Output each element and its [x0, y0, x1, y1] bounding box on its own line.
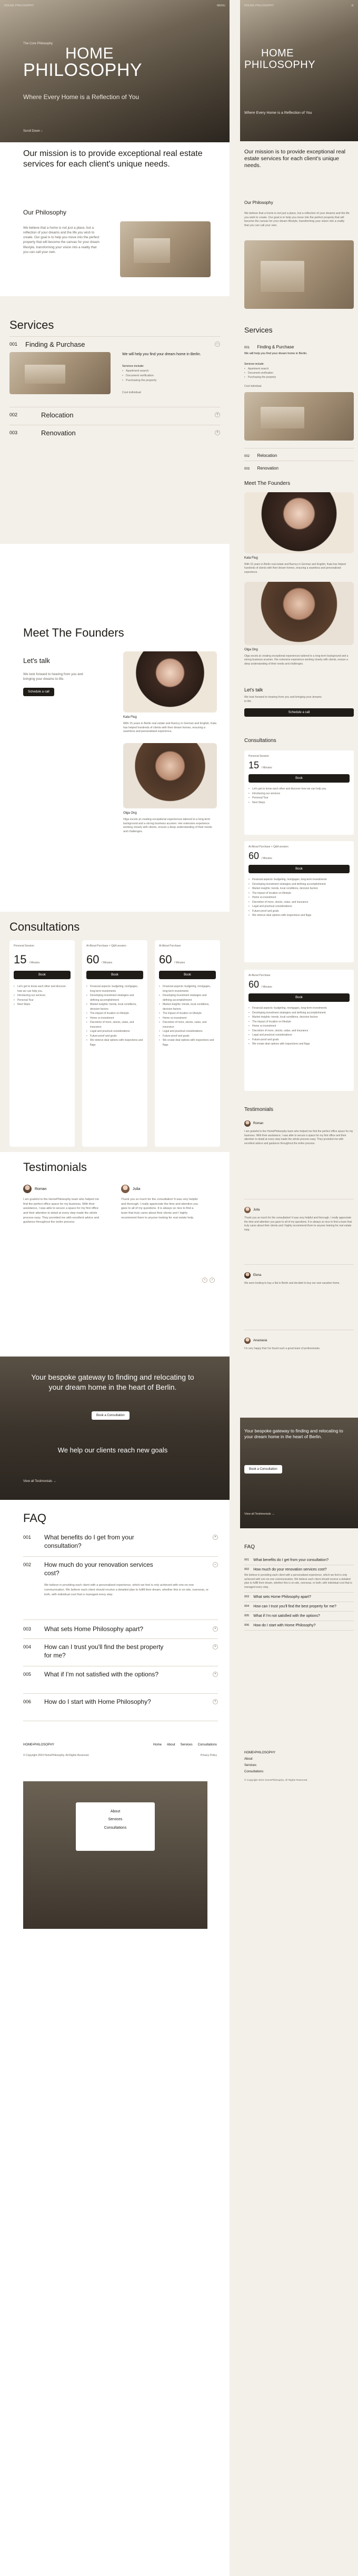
faq-question: What benefits do I get from your consultation?	[44, 1534, 134, 1549]
consultations-heading: Consultations	[9, 920, 80, 933]
testimonials-link-label: View all Testimonials	[244, 1513, 271, 1516]
list-item: • Discretion of more, stocks, value, and insurance	[86, 1020, 143, 1029]
testimonials-heading: Testimonials	[244, 1107, 274, 1113]
testimonial-name: Roman	[35, 1187, 47, 1191]
privacy-link[interactable]: Privacy Policy	[200, 1754, 217, 1757]
list-item: • Discretion of more, stocks, value, and insurance	[159, 1020, 216, 1029]
service-cost: Cost individual	[122, 391, 141, 394]
list-item: • Developing investment strategies and defining accomplishment	[86, 993, 143, 1002]
faq-question: How do I start with Home Philosophy?	[44, 1698, 151, 1705]
plan-label: At About Purchase + Q&A session	[248, 845, 289, 848]
service-num: 003	[244, 467, 250, 471]
list-item: • Financial aspects: budgeting, mortgages, long-term investments	[248, 1006, 350, 1011]
arrow-right-icon: →	[53, 1480, 56, 1483]
list-item: • Next Steps	[248, 801, 350, 805]
testimonial-name: Julia	[133, 1187, 141, 1191]
list-item: • Future-proof and goals	[86, 1034, 143, 1039]
faq-item[interactable]	[244, 1602, 354, 1612]
list-item: • Developing investment strategies and defining accomplishment	[248, 882, 350, 887]
faq-item[interactable]	[23, 1666, 218, 1694]
faq-item[interactable]	[244, 1556, 354, 1565]
menu-item-services[interactable]: Services	[108, 1818, 123, 1822]
list-item: • Purchasing the property	[244, 375, 276, 379]
list-item: • Discretion of more, stocks, value, and insurance	[248, 1029, 350, 1033]
hero-section	[0, 0, 230, 142]
testimonials-link[interactable]	[244, 1513, 275, 1516]
list-item: • Legal and practical considerations	[159, 1029, 216, 1034]
arrow-right-icon: →	[272, 1513, 275, 1516]
testimonial-card	[121, 1185, 214, 1290]
scroll-down-label: Scroll Down	[23, 130, 41, 133]
carousel-controls	[202, 1277, 215, 1283]
brand-logo[interactable]: HOUSE PHILOSOPHY	[4, 4, 34, 7]
service-num: 003	[9, 430, 18, 435]
mission-text: Our mission is to provide exceptional real estate services for each client's unique needs.	[23, 149, 203, 169]
service-title: Relocation	[257, 453, 277, 458]
plus-icon[interactable]: +	[213, 1672, 218, 1677]
testimonial-text: I am grateful to the HomePhilosophy team who helped me find the perfect office space for my business. With their assistance, I was able to secure a space for my first office and their attention to detail at every step made the whole process easy. They provided me with excellent advice and guidance throughout the entire process.	[23, 1198, 100, 1224]
faq-question: What if I'm not satisfied with the options?	[44, 1671, 159, 1678]
service-cost: Cost individual	[244, 385, 262, 388]
founder-bio: Olga excels at creating exceptional experiences tailored to a long-term background and a strong business acumen. Her extensive experience working closely with clients, ensure a deep understanding of their needs and challenges.	[123, 818, 212, 834]
brand-logo[interactable]: HOUSE PHILOSOPHY	[244, 4, 274, 7]
testimonial-card	[244, 1338, 354, 1396]
list-item: • Legal and practical considerations	[248, 1033, 350, 1038]
list-item: • Developing investment strategies and defining accomplishment	[159, 993, 216, 1002]
book-consultation-button[interactable]: Book a Consultation	[244, 1465, 282, 1474]
list-item: • Market insights: trends, local conditions, decision factors	[159, 1002, 216, 1011]
footer-link-about[interactable]: About	[244, 1758, 253, 1761]
avatar	[244, 1207, 251, 1213]
testimonial-text: Thank you so much for the consultation! It was very helpful and thorough. I really appreciate the time and attention you gave to all of my questions. It is always so nice to find a team that truly cares about their clients and I highly recommend them to anyone looking for real estate help.	[121, 1198, 198, 1219]
testimonial-card	[244, 1120, 354, 1199]
list-item: • Next Steps	[14, 1002, 71, 1007]
list-item: • Document verification	[244, 371, 276, 375]
list-item: • Personal Tour	[248, 796, 350, 801]
gateway-reach: We help our clients reach new goals	[57, 1446, 168, 1454]
testimonial-card	[244, 1272, 354, 1330]
plan-features	[159, 984, 216, 1047]
hero-title-1: HOME	[261, 47, 294, 59]
plan-unit: / Minutes	[174, 961, 185, 964]
plan-features	[248, 1006, 350, 1047]
faq-item[interactable]	[23, 1694, 218, 1721]
hero-title-2: PHILOSOPHY	[244, 59, 316, 71]
list-item: • The impact of location on lifestyle	[248, 891, 350, 896]
service-item-finding[interactable]	[244, 341, 354, 351]
consultations-section	[0, 912, 230, 1152]
avatar	[244, 1272, 251, 1279]
hero-title-1: HOME	[65, 45, 114, 62]
plan-price: 60	[159, 953, 172, 966]
list-item: • We create deal options with inspections and flags	[248, 1042, 350, 1047]
service-num: 001	[244, 346, 250, 349]
faq-question: What benefits do I get from your consultation?	[253, 1558, 329, 1562]
plan-unit: / Minutes	[261, 857, 272, 860]
footer-links	[153, 1743, 217, 1746]
testimonial-name: Julia	[253, 1208, 260, 1212]
footer-link-consultations[interactable]: Consultations	[244, 1770, 264, 1773]
list-item: • Purchasing the property	[122, 378, 156, 383]
hero-subtitle: Where Every Home is a Reflection of You	[244, 111, 312, 115]
faq-question: What sets Home Philosophy apart?	[44, 1625, 144, 1633]
list-item: • Home vs investment	[86, 1016, 143, 1021]
list-item: • Let's get to know each other and discover how we can help you.	[248, 787, 350, 792]
footer-link-home[interactable]: Home	[153, 1743, 162, 1746]
founder-photo-olga	[244, 582, 354, 645]
hero-eyebrow: The Core Philosophy	[23, 42, 53, 45]
list-item: • Future-proof and goals	[159, 1034, 216, 1039]
list-item: • The impact of location on lifestyle	[86, 1011, 143, 1016]
list-item: • Legal and practical considerations	[86, 1029, 143, 1034]
service-item-renovation[interactable]	[244, 461, 354, 471]
menu-overlay	[23, 1781, 207, 1929]
faq-item[interactable]	[23, 1639, 218, 1666]
service-photo	[9, 352, 111, 394]
plan-card	[155, 940, 220, 1147]
plus-icon[interactable]: +	[213, 1626, 218, 1632]
book-consultation-button[interactable]: Book a Consultation	[92, 1411, 130, 1420]
faq-question: What sets Home Philosophy apart?	[253, 1595, 311, 1599]
scroll-down-link[interactable]	[23, 130, 43, 133]
list-item: • Document verification	[122, 374, 156, 378]
philosophy-body: We believe that a home is not just a place, but a reflection of your dreams and the life you wish to create. Our goal is to help you move into the perfect property that will become the canvas for your dream lifestyle, transforming your vision into a reality that you can call your own.	[23, 226, 100, 254]
testimonial-name: Anastasia	[253, 1339, 267, 1342]
testimonials-link-label: View all Testimonials	[23, 1480, 53, 1483]
menu-button[interactable]: MENU	[217, 4, 225, 7]
list-item: • Home vs investment	[248, 1024, 350, 1029]
testimonial-card	[244, 1207, 354, 1265]
faq-question: How much do your renovation services cost?	[44, 1561, 153, 1577]
list-item: • Market insights: trends, local conditions, decision factors	[248, 886, 350, 891]
faq-question: How can I trust you'll find the best property for me?	[253, 1605, 336, 1608]
philosophy-heading: Our Philosophy	[244, 200, 273, 205]
faq-num: 002	[244, 1568, 250, 1571]
book-button[interactable]: Book	[86, 971, 143, 979]
talk-title: Let's talk	[23, 657, 50, 665]
faq-num: 006	[244, 1624, 250, 1627]
faq-num: 003	[23, 1626, 32, 1632]
consultations-heading: Consultations	[244, 738, 276, 744]
faq-question: How much do your renovation services cost?	[253, 1568, 327, 1572]
plus-icon[interactable]: +	[215, 430, 220, 435]
testimonial-text: I'm very happy that I've found such a great team of professionals.	[244, 1347, 321, 1350]
testimonial-name: Roman	[253, 1122, 264, 1125]
living-room-photo	[244, 240, 354, 309]
hero-title-2: PHILOSOPHY	[23, 60, 143, 80]
chevron-right-icon[interactable]: ›	[210, 1277, 215, 1283]
founder-name: Kata Flug	[244, 557, 258, 560]
plan-features	[86, 984, 143, 1047]
service-item-renovation[interactable]	[9, 429, 220, 442]
testimonial-card	[23, 1185, 116, 1343]
faq-num: 006	[23, 1699, 32, 1704]
founder-photo-kata	[123, 651, 217, 713]
faq-item[interactable]	[23, 1557, 218, 1620]
faq-answer: We believe in providing each client with a personalised experience, which we feel is only achieved with one-on-one communication. We believe each client should receive a detailed plan to fulfill their dream, whether this is on-site, overseas, or both, with individual cost that is managed every step.	[244, 1574, 352, 1589]
minus-icon[interactable]: –	[213, 1562, 218, 1567]
service-list	[122, 369, 156, 383]
talk-body: We look forward to hearing from you and bringing your dreams to life.	[23, 672, 83, 681]
mobile-nav	[244, 4, 354, 7]
faq-item[interactable]	[244, 1612, 354, 1621]
service-list-title: Services include:	[122, 365, 144, 368]
service-title: Finding & Purchase	[257, 345, 294, 349]
copyright: © Copyright 2024 HomePhilosophy. All Rights Reserved.	[23, 1754, 90, 1757]
service-lead: We will help you find your dream home in Berlin.	[122, 353, 201, 356]
plan-price: 60	[86, 953, 100, 966]
list-item: • We create deal options with inspections and flags	[159, 1038, 216, 1047]
gateway-banner	[240, 1418, 358, 1528]
plus-icon[interactable]: +	[215, 412, 220, 417]
mobile-column	[240, 0, 358, 2576]
faq-item[interactable]	[244, 1593, 354, 1602]
hamburger-icon[interactable]: ☰	[351, 4, 354, 7]
list-item: • Home vs investment	[248, 895, 350, 900]
list-item: • Developing investment strategies and defining accomplishment	[248, 1011, 350, 1016]
plan-features	[248, 787, 350, 805]
hero-subtitle: Where Every Home is a Reflection of You	[23, 93, 140, 101]
testimonial-name: Elena	[253, 1274, 262, 1277]
testimonials-heading: Testimonials	[23, 1160, 87, 1174]
founders-heading: Meet The Founders	[244, 481, 291, 486]
service-title: Renovation	[41, 429, 76, 437]
faq-num: 004	[23, 1644, 32, 1650]
list-item: • Apartment search	[244, 367, 276, 371]
list-item: • Apartment search	[122, 369, 156, 374]
plan-label: At About Purchase + Q&A session	[86, 944, 126, 948]
plan-unit: / Minutes	[261, 985, 272, 989]
founder-photo-olga	[123, 743, 217, 808]
service-photo	[244, 392, 354, 441]
list-item: • Legal and practical considerations	[248, 904, 350, 909]
menu-panel	[76, 1802, 155, 1851]
plan-price: 60	[248, 979, 260, 990]
list-item: • Introducing our services	[14, 993, 71, 998]
service-list	[244, 367, 276, 379]
list-item: • Market insights: trends, local conditions, decision factors	[86, 1002, 143, 1011]
plan-card	[9, 940, 75, 1147]
service-title: Relocation	[41, 411, 74, 419]
list-item: • Future-proof and goals	[248, 1038, 350, 1042]
plus-icon[interactable]: +	[213, 1699, 218, 1704]
faq-num: 002	[23, 1562, 32, 1567]
copyright: © Copyright 2024 HomePhilosophy. All Rights Reserved.	[244, 1779, 308, 1782]
list-item: • Future-proof and goals	[248, 909, 350, 914]
services-section	[0, 296, 230, 544]
philosophy-heading: Our Philosophy	[23, 209, 67, 216]
footer	[244, 1750, 354, 1823]
service-title: Renovation	[257, 466, 279, 471]
footer-brand[interactable]: HOME•PHILOSOPHY	[244, 1751, 276, 1754]
faq-heading: FAQ	[23, 1511, 47, 1525]
faq-list	[244, 1556, 354, 1631]
faq-question: How do I start with Home Philosophy?	[253, 1624, 316, 1627]
service-num: 002	[244, 455, 250, 458]
faq-num: 004	[244, 1605, 250, 1608]
list-item: • Discretion of more, stocks, value, and insurance	[248, 900, 350, 905]
list-item: • We retrieve deal options with inspections and flags	[86, 1038, 143, 1047]
plan-price: 60	[248, 851, 260, 861]
founder-name: Olga Ong	[123, 812, 137, 815]
service-list-title: Services include:	[244, 363, 264, 366]
book-button[interactable]: Book	[159, 971, 216, 979]
plus-icon[interactable]: +	[213, 1535, 218, 1540]
book-button[interactable]: Book	[14, 971, 71, 979]
plan-card	[82, 940, 147, 1147]
list-item: • Financial aspects: budgeting, mortgages, long-term investments	[248, 877, 350, 882]
list-item: • Introducing our services	[248, 792, 350, 796]
list-item: • We retrieve deal options with inspections and flags	[248, 913, 350, 918]
living-room-photo	[120, 221, 211, 277]
faq-question: What if I'm not satisfied with the options?	[253, 1614, 320, 1618]
list-item: • The impact of location on lifestyle	[159, 1011, 216, 1016]
top-nav	[4, 4, 225, 7]
faq-item[interactable]	[244, 1621, 354, 1631]
plan-card	[244, 841, 354, 962]
plan-unit: / Minutes	[28, 961, 40, 964]
menu-item-consultations[interactable]: Consultations	[104, 1826, 127, 1830]
mobile-hero	[240, 0, 358, 141]
plan-label: Personal Session	[248, 755, 269, 758]
service-item-relocation[interactable]	[9, 411, 220, 424]
menu-item-about[interactable]: About	[110, 1810, 121, 1813]
faq-item[interactable]	[23, 1620, 218, 1639]
faq-num: 005	[244, 1614, 250, 1617]
testimonial-text: I am grateful to the HomePhilosophy team who helped me find the perfect office space for my business. With their assistance, I was able to secure a space for my first office and their attention to detail at every step made the whole process easy. They provided me with excellent advice and guidance throughout the entire process.	[244, 1130, 353, 1145]
founder-name: Olga Ong	[244, 648, 258, 651]
footer-link-services[interactable]: Services	[180, 1743, 193, 1746]
list-item: • Market insights: trends, local conditions, decision factors	[248, 1015, 350, 1020]
plan-card	[244, 750, 354, 835]
faq-heading: FAQ	[244, 1544, 255, 1550]
service-title: Finding & Purchase	[25, 340, 85, 348]
plan-features	[248, 877, 350, 918]
plan-price: 15	[14, 953, 27, 966]
faq-item[interactable]	[23, 1531, 218, 1557]
schedule-call-button[interactable]: Schedule a call	[23, 688, 54, 696]
plus-icon[interactable]: +	[213, 1644, 218, 1650]
service-num: 002	[9, 412, 18, 417]
schedule-call-button[interactable]: Schedule a call	[244, 708, 354, 717]
book-button[interactable]: Book	[248, 865, 350, 873]
testimonial-text: We were looking to buy a flat in Berlin and decided to buy our own vacation home.	[244, 1282, 340, 1285]
faq-question: How can I trust you'll find the best property for me?	[44, 1643, 164, 1659]
avatar	[244, 1120, 251, 1127]
book-button[interactable]: Book	[248, 774, 350, 783]
plan-unit: / Minutes	[101, 961, 113, 964]
chevron-left-icon[interactable]: ‹	[202, 1277, 207, 1283]
philosophy-body: We believe that a home is not just a place, but a reflection of your dreams and the life you wish to create. Our goal is to help you move into the perfect property that will become the canvas for your dream lifestyle, transforming your vision into a reality that you can call your own.	[244, 212, 350, 228]
plan-unit: / Minutes	[261, 766, 272, 769]
testimonial-text: Thank you so much for the consultation! It was very helpful and thorough. I really appreciate the time and attention you gave to all of my questions. It is always so nice to find a team that truly cares about their clients and I highly recommend them to anyone looking for real estate help.	[244, 1216, 352, 1232]
plan-price: 15	[248, 760, 260, 770]
services-heading: Services	[244, 326, 273, 334]
faq-num: 001	[244, 1558, 250, 1562]
talk-title: Let's talk	[244, 687, 263, 692]
list-item: • Financial aspects: budgeting, mortgages, long-term investments	[86, 984, 143, 993]
plan-label: At About Purchase	[159, 944, 181, 948]
list-item: • Financial aspects: budgeting, mortgages, long-term investments	[159, 984, 216, 993]
arrow-down-icon: ↓	[41, 130, 43, 133]
divider	[9, 336, 220, 337]
plan-features	[14, 984, 71, 1007]
avatar	[244, 1338, 251, 1344]
founder-bio: With 15 years in Berlin real estate and fluency in German and English, Kata has helped hundreds of clients with their dream homes, ensuring a seamless and personalised experience.	[244, 563, 346, 574]
talk-body: We look forward to hearing from you and bringing your dreams to life.	[244, 696, 322, 703]
gateway-banner	[0, 1357, 230, 1500]
plan-label: Personal Session	[14, 944, 34, 948]
mission-text: Our mission is to provide exceptional real estate services for each client's unique needs.	[244, 149, 346, 169]
plan-card	[244, 970, 354, 1091]
faq-answer: We believe in providing each client with a personalised experience, which we feel is only achieved with one-on-one communication. We believe each client should receive a detailed plan to fulfill their dream, whether this is on-site, overseas, or both, with individual cost that is managed every step.	[44, 1584, 209, 1596]
footer-link-consultations[interactable]: Consultations	[197, 1743, 217, 1746]
faq-num: 005	[23, 1672, 32, 1677]
footer-link-about[interactable]: About	[166, 1743, 175, 1746]
list-item: • Personal Tour	[14, 998, 71, 1003]
footer	[0, 1739, 230, 1762]
gateway-title: Your bespoke gateway to finding and relocating to your dream home in the heart of Berlin.	[31, 1373, 194, 1391]
talk-card	[23, 651, 102, 720]
avatar	[121, 1185, 130, 1193]
faq-item[interactable]	[244, 1565, 354, 1593]
book-button[interactable]: Book	[248, 993, 350, 1002]
gateway-title: Your bespoke gateway to finding and relocating to your dream home in the heart of Berlin.	[244, 1428, 343, 1440]
service-lead: We will help you find your dream home in Berlin.	[244, 352, 307, 355]
testimonials-link[interactable]	[23, 1480, 56, 1483]
footer-brand[interactable]: HOME•PHILOSOPHY	[23, 1743, 55, 1746]
list-item: • The impact of location on lifestyle	[248, 1020, 350, 1024]
service-item-relocation[interactable]	[244, 448, 354, 458]
faq-num: 001	[23, 1535, 32, 1540]
founders-heading: Meet The Founders	[23, 626, 124, 639]
list-item: • Home vs investment	[159, 1016, 216, 1021]
faq-num: 003	[244, 1595, 250, 1598]
founder-bio: Olga excels at creating exceptional experiences tailored to a long-term background and a strong business acumen. Her extensive experience working closely with clients, ensure a deep understanding of their needs and challenges.	[244, 655, 349, 666]
avatar	[23, 1185, 32, 1193]
services-heading: Services	[9, 318, 54, 331]
founder-name: Kata Flug	[123, 716, 137, 719]
founder-bio: With 15 years in Berlin real estate and fluency in German and English, Kata has helped hundreds of clients with their dream homes, ensuring a seamless and personalised experience.	[123, 722, 216, 734]
plan-label: At About Purchase	[248, 974, 271, 977]
list-item: • Let's get to know each other and discover how we can help you.	[14, 984, 71, 993]
faq-list	[23, 1531, 218, 1721]
service-num: 001	[9, 341, 18, 347]
minus-icon[interactable]: –	[215, 341, 220, 347]
footer-link-services[interactable]: Services	[244, 1764, 257, 1767]
founder-photo-kata	[244, 492, 354, 553]
